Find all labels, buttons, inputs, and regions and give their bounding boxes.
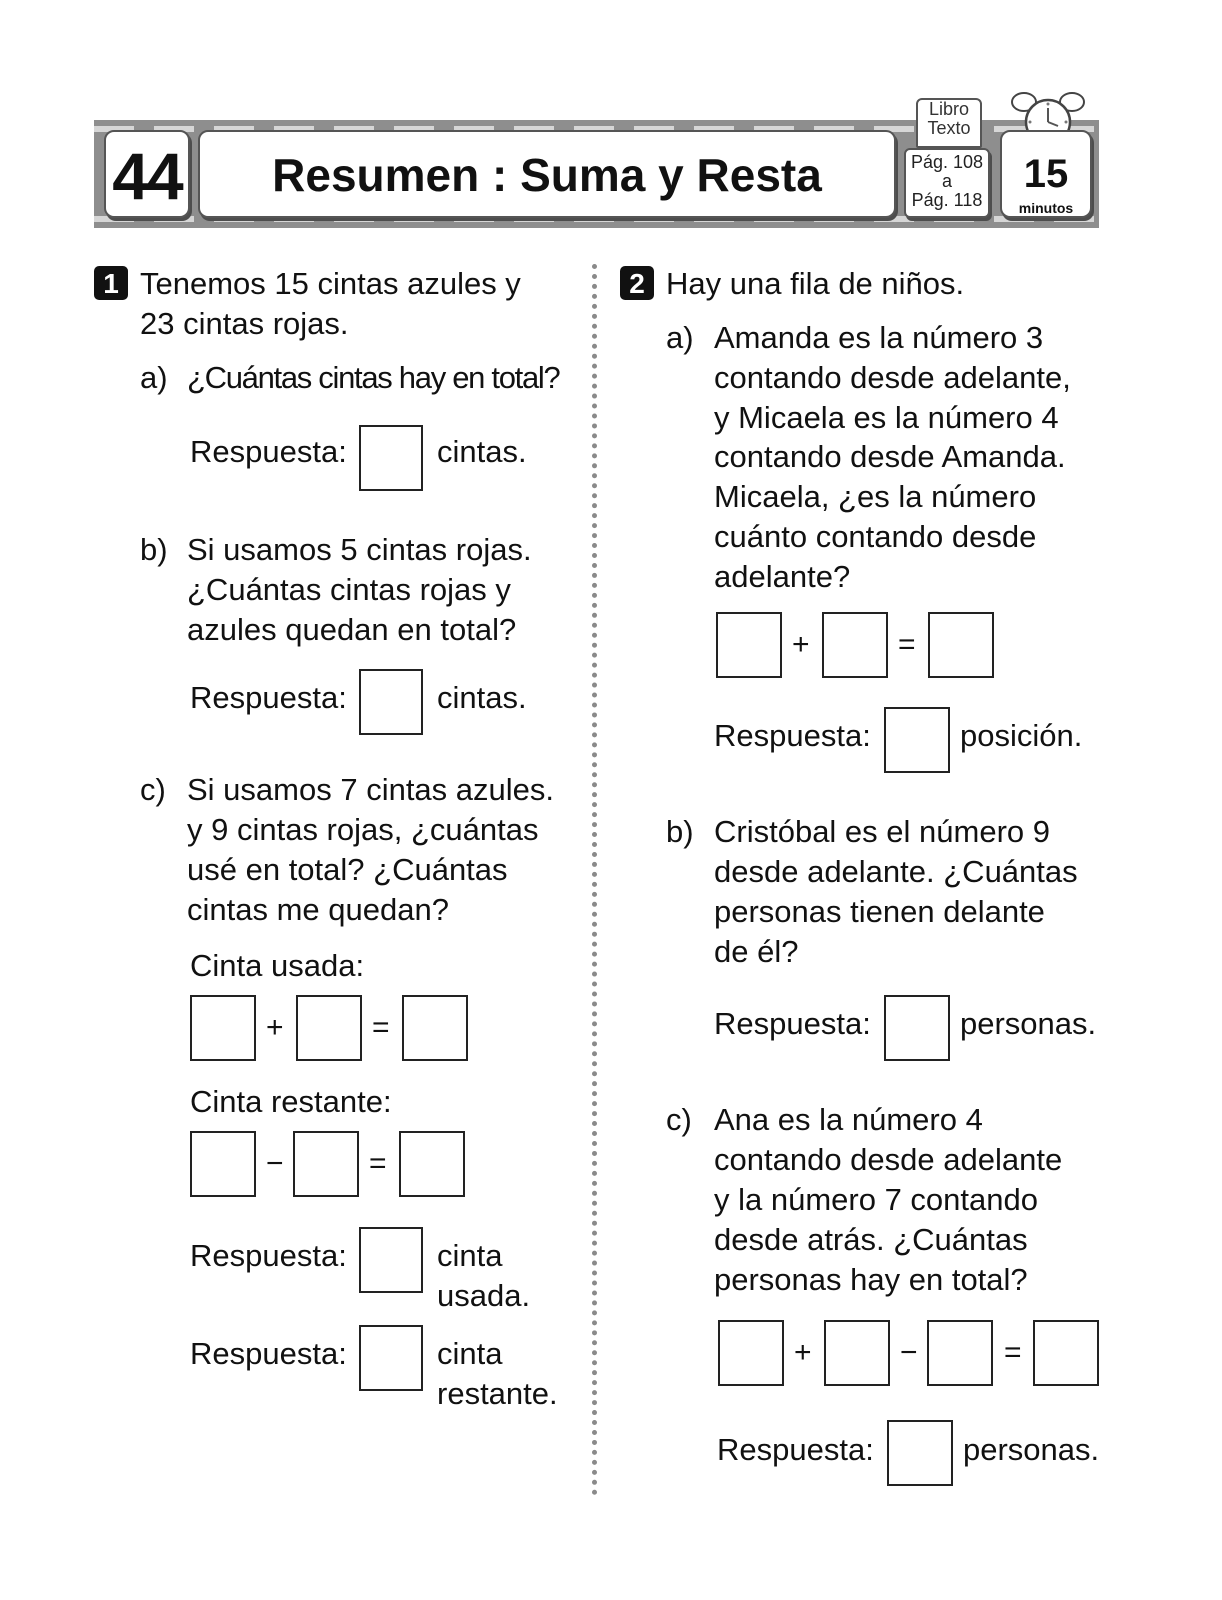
q2-a-letter: a) (666, 320, 694, 355)
q1-c-used-box-result[interactable] (402, 995, 468, 1061)
q1-c-text-line-4: cintas me quedan? (187, 892, 449, 927)
q2-c-text-line-5: personas hay en total? (714, 1262, 1028, 1297)
q2-a-equals: = (898, 628, 916, 661)
q1-stem-line-2: 23 cintas rojas. (140, 306, 349, 341)
q1-b-text-line-3: azules quedan en total? (187, 612, 517, 647)
q1-c-remaining-label: Cinta restante: (190, 1084, 392, 1119)
q1-a-answer-label: Respuesta: (190, 434, 347, 469)
q1-c-remaining-minus: − (266, 1147, 284, 1180)
q2-a-text-line-5: Micaela, ¿es la número (714, 479, 1037, 514)
q1-c-answer-label-2: Respuesta: (190, 1336, 347, 1371)
q2-a-text-line-6: cuánto contando desde (714, 519, 1037, 554)
q2-a-text-line-2: contando desde adelante, (714, 360, 1071, 395)
q2-b-answer-box[interactable] (884, 995, 950, 1061)
q2-b-unit: personas. (960, 1006, 1097, 1041)
q1-c-used-equals: = (372, 1011, 390, 1044)
question-1-badge: 1 (94, 266, 128, 300)
time-value: 15 (1023, 152, 1069, 196)
q1-c-answer-box-remaining[interactable] (359, 1325, 423, 1391)
q1-a-answer-box[interactable] (359, 425, 423, 491)
q1-c-text-line-3: usé en total? ¿Cuántas (187, 852, 508, 887)
q1-a-text: ¿Cuántas cintas hay en total? (187, 360, 560, 395)
q1-c-unit-2-line-1: cinta (437, 1336, 503, 1371)
q1-c-letter: c) (140, 772, 166, 807)
q2-c-box-result[interactable] (1033, 1320, 1099, 1386)
pages-from: Pág. 108 (910, 152, 984, 172)
q2-c-box-3[interactable] (927, 1320, 993, 1386)
lesson-number-box (104, 130, 190, 218)
q1-c-used-box-2[interactable] (296, 995, 362, 1061)
q1-c-used-box-1[interactable] (190, 995, 256, 1061)
q1-c-unit-1-line-1: cinta (437, 1238, 503, 1273)
q2-a-text-line-7: adelante? (714, 559, 851, 594)
pages-box (904, 148, 990, 218)
q1-a-unit: cintas. (437, 434, 527, 469)
q2-c-text-line-3: y la número 7 contando (714, 1182, 1038, 1217)
q2-a-text-line-3: y Micaela es la número 4 (714, 400, 1059, 435)
q2-c-box-1[interactable] (718, 1320, 784, 1386)
page-title: Resumen : Suma y Resta (272, 149, 822, 201)
pages-connector: a (941, 171, 952, 191)
q2-c-equals: = (1004, 1336, 1022, 1369)
time-box (1000, 130, 1092, 218)
column-divider (592, 264, 597, 1496)
q1-b-letter: b) (140, 532, 168, 567)
lesson-number: 44 (112, 139, 182, 213)
q2-b-letter: b) (666, 814, 694, 849)
q1-c-answer-label-1: Respuesta: (190, 1238, 347, 1273)
q1-b-answer-label: Respuesta: (190, 680, 347, 715)
q2-a-text-line-4: contando desde Amanda. (714, 439, 1066, 474)
q2-a-answer-label: Respuesta: (714, 718, 871, 753)
q1-a-letter: a) (140, 360, 168, 395)
q2-c-text-line-2: contando desde adelante (714, 1142, 1063, 1177)
q1-b-unit: cintas. (437, 680, 527, 715)
q2-a-box-result[interactable] (928, 612, 994, 678)
q2-a-plus: + (792, 628, 810, 661)
q1-stem-line-1: Tenemos 15 cintas azules y (140, 266, 521, 301)
q2-b-text-line-1: Cristóbal es el número 9 (714, 814, 1050, 849)
q1-c-unit-2-line-2: restante. (437, 1376, 558, 1411)
question-2-badge: 2 (620, 266, 654, 300)
q1-c-remaining-equals: = (369, 1147, 387, 1180)
q1-c-remaining-box-2[interactable] (293, 1131, 359, 1197)
q1-c-used-label: Cinta usada: (190, 948, 365, 983)
q1-c-used-plus: + (266, 1011, 284, 1044)
q1-b-text-line-1: Si usamos 5 cintas rojas. (187, 532, 532, 567)
q2-b-text-line-2: desde adelante. ¿Cuántas (714, 854, 1078, 889)
q1-c-remaining-box-1[interactable] (190, 1131, 256, 1197)
time-unit: minutos (1018, 200, 1074, 216)
book-label-line-2: Texto (927, 118, 971, 138)
q2-c-text-line-1: Ana es la número 4 (714, 1102, 983, 1137)
q2-a-box-1[interactable] (716, 612, 782, 678)
q2-a-unit: posición. (960, 718, 1083, 753)
q2-c-box-2[interactable] (824, 1320, 890, 1386)
pages-to: Pág. 118 (911, 190, 983, 210)
q1-c-answer-box-used[interactable] (359, 1227, 423, 1293)
q1-c-unit-1-line-2: usada. (437, 1278, 531, 1313)
q2-a-answer-box[interactable] (884, 707, 950, 773)
q2-a-text-line-1: Amanda es la número 3 (714, 320, 1044, 355)
q2-c-letter: c) (666, 1102, 692, 1137)
q2-c-answer-label: Respuesta: (717, 1432, 874, 1467)
q2-stem: Hay una fila de niños. (666, 266, 965, 301)
q2-c-unit: personas. (963, 1432, 1100, 1467)
q2-c-text-line-4: desde atrás. ¿Cuántas (714, 1222, 1028, 1257)
q1-b-text-line-2: ¿Cuántas cintas rojas y (187, 572, 511, 607)
q2-c-plus: + (794, 1336, 812, 1369)
q2-a-box-2[interactable] (822, 612, 888, 678)
q1-c-remaining-box-result[interactable] (399, 1131, 465, 1197)
q1-b-answer-box[interactable] (359, 669, 423, 735)
q2-b-text-line-4: de él? (714, 934, 799, 969)
q1-c-text-line-2: y 9 cintas rojas, ¿cuántas (187, 812, 539, 847)
q2-b-answer-label: Respuesta: (714, 1006, 871, 1041)
book-icon (916, 98, 982, 148)
q2-c-minus: − (900, 1336, 918, 1369)
q1-c-text-line-1: Si usamos 7 cintas azules. (187, 772, 555, 807)
q2-c-answer-box[interactable] (887, 1420, 953, 1486)
book-label-line-1: Libro (928, 99, 970, 119)
q2-b-text-line-3: personas tienen delante (714, 894, 1045, 929)
title-box (198, 130, 896, 218)
